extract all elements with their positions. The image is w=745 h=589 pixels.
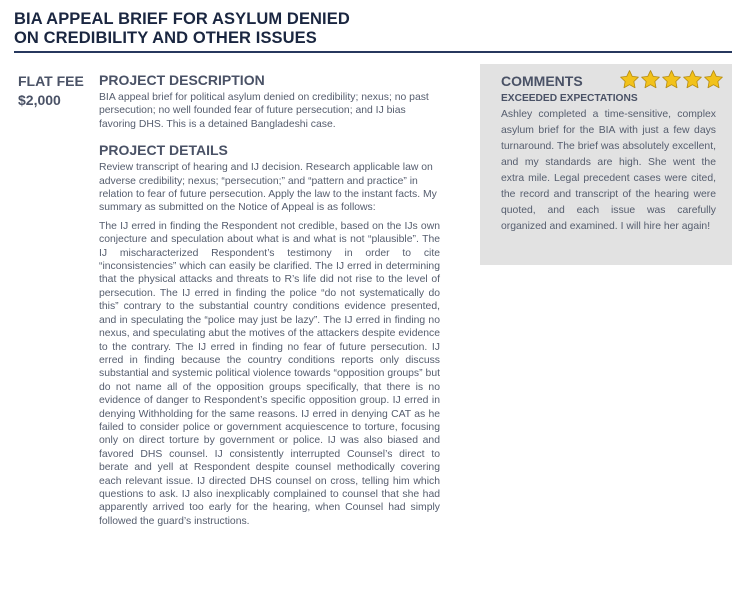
star-rating bbox=[619, 69, 724, 90]
comments-text: Ashley completed a time-sensitive, complex asylum brief for the BIA with just a few days turnaround. The brief was absolutely excellent, and my standards are high. She went the extra mile. Legal precedent cases were cited, the record and transcript of the hearing were quoted, and each issue was carefully organized and examined. I will hire her again! bbox=[501, 109, 716, 232]
star-icon bbox=[619, 69, 640, 90]
title-line-1: BIA APPEAL BRIEF FOR ASYLUM DENIED bbox=[14, 10, 350, 28]
title-line-2: ON CREDIBILITY AND OTHER ISSUES bbox=[14, 29, 317, 47]
fee-amount: $2,000 bbox=[18, 92, 61, 108]
star-icon bbox=[703, 69, 724, 90]
star-icon bbox=[661, 69, 682, 90]
comments-header bbox=[501, 73, 716, 90]
star-icon bbox=[682, 69, 703, 90]
comments-heading: COMMENTS bbox=[501, 73, 583, 89]
project-column bbox=[99, 72, 440, 528]
details-intro: Review transcript of hearing and IJ decision. Research applicable law on adverse credibility; nexus; “persecution;” and “pattern and practice” in relation to fear of future persecution. Apply the law to the instant facts. My summary as submitted on the Notice of Appeal is as follows: bbox=[99, 162, 437, 214]
comments-subheading: EXCEEDED EXPECTATIONS bbox=[501, 93, 638, 104]
details-heading: PROJECT DETAILS bbox=[99, 142, 228, 159]
description-heading: PROJECT DESCRIPTION bbox=[99, 72, 265, 88]
page-title bbox=[14, 10, 350, 48]
description-text: BIA appeal brief for political asylum denied on credibility; nexus; no past persecution; no well founded fear of future persecution; and IJ bias favoring DHS. This is a detained Bangladeshi case. bbox=[99, 92, 429, 130]
details-summary: The IJ erred in finding the Respondent not credible, based on the IJs own conjecture and speculation about what is and what is not “plausible”. The IJ mischaracterized Respondent’s testimony in order to cite “inconsistencies” which can easily be clarified. The IJ erred in determining that the physical attacks and threats to R’s life did not rise to the level of persecution. The IJ erred in finding the police “do not systematically do this” contrary to the substantial country conditions evidence presented, and in speculating the “police may just be lazy”. The IJ erred in finding no nexus, and speculating abut the motives of the attackers despite evidence to the contrary. The IJ erred in finding no fear of future persecution. IJ erred in finding because the country conditions reports only discuss substantial and systemic political violence towards “opposition groups” but do not name all of the opposition groups specifically, that there is no evidence of danger to Respondent’s specific opposition group. IJ erred in denying Withholding for the same reasons. IJ erred in denying CAT as he failed to consider police or government acquiescence to torture, focusing only on direct torture by government or police. IJ was also biased and favored DHS counsel. IJ consistently interrupted Counsel’s direct to berate and yell at Respondent despite counsel methodically covering each relevant issue. IJ directed DHS counsel on cross, telling him which questions to ask. IJ also inexplicably complained to counsel that she had apparently arrived too early for the hearing, when Counsel had simply followed the guard’s instructions. bbox=[99, 220, 440, 527]
fee-label: FLAT FEE bbox=[18, 73, 84, 89]
star-icon bbox=[640, 69, 661, 90]
title-divider bbox=[14, 51, 732, 53]
flat-fee bbox=[18, 72, 84, 110]
comments-panel bbox=[480, 64, 732, 265]
